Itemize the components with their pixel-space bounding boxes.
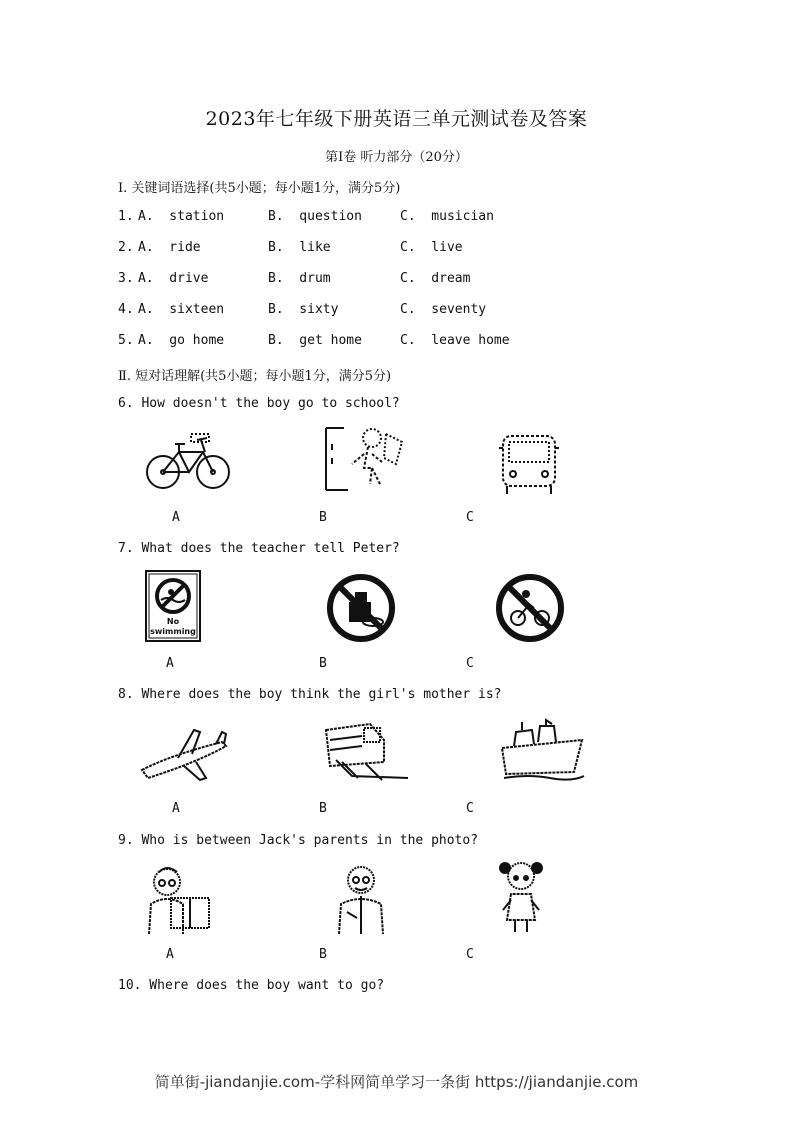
train-icon <box>322 720 412 784</box>
question-text: 9. Who is between Jack's parents in the photo? <box>118 833 479 848</box>
bicycle-icon <box>143 430 233 494</box>
girl-icon <box>497 858 545 934</box>
option-c: C. musician <box>400 209 494 224</box>
ship-icon <box>498 718 586 782</box>
bus-icon <box>497 432 561 496</box>
option-b: B. like <box>268 240 331 255</box>
option-a: A. ride <box>138 240 201 255</box>
section1-heading: Ⅰ. 关键词语选择(共5小题；每小题1分，满分5分) <box>118 181 401 196</box>
question-number: 3. <box>118 271 134 286</box>
walking-boy-icon <box>322 424 406 494</box>
option-label-c: C <box>466 656 474 671</box>
question-number: 5. <box>118 333 134 348</box>
option-label-b: B <box>319 947 327 962</box>
airplane-icon <box>138 726 230 784</box>
old-man-icon <box>333 862 389 936</box>
option-c: C. dream <box>400 271 471 286</box>
option-label-c: C <box>466 801 474 816</box>
option-label-b: B <box>319 510 327 525</box>
no-cycling-sign-icon <box>494 572 566 644</box>
question-number: 4. <box>118 302 134 317</box>
section-subtitle: 第Ⅰ卷 听力部分（20分） <box>325 150 468 165</box>
option-a: A. go home <box>138 333 225 348</box>
no-swimming-sign-icon <box>145 570 201 642</box>
option-b: B. question <box>268 209 362 224</box>
option-a: A. drive <box>138 271 209 286</box>
no-drums-sign-icon <box>325 572 397 644</box>
option-label-c: C <box>466 510 474 525</box>
svg-text:swimming: swimming <box>150 627 196 636</box>
question-text: 7. What does the teacher tell Peter? <box>118 541 400 556</box>
question-text: 10. Where does the boy want to go? <box>118 978 385 993</box>
question-number: 1. <box>118 209 134 224</box>
option-label-a: A <box>172 510 180 525</box>
option-label-c: C <box>466 947 474 962</box>
woman-reading-icon <box>141 864 215 936</box>
svg-text:No: No <box>166 617 180 626</box>
option-a: A. sixteen <box>138 302 225 317</box>
question-text: 6. How doesn't the boy go to school? <box>118 396 400 411</box>
option-label-b: B <box>319 801 327 816</box>
option-label-a: A <box>172 801 180 816</box>
page-footer: 简单街-jiandanjie.com-学科网简单学习一条街 https://jiandanjie.com <box>154 1073 639 1091</box>
section2-heading: Ⅱ. 短对话理解(共5小题；每小题1分，满分5分) <box>118 369 392 384</box>
option-c: C. leave home <box>400 333 510 348</box>
option-a: A. station <box>138 209 225 224</box>
question-text: 8. Where does the boy think the girl's mother is? <box>118 687 502 702</box>
option-label-a: A <box>166 947 174 962</box>
option-c: C. live <box>400 240 463 255</box>
page-title: 2023年七年级下册英语三单元测试卷及答案 <box>205 108 588 130</box>
option-b: B. drum <box>268 271 331 286</box>
question-number: 2. <box>118 240 134 255</box>
option-b: B. get home <box>268 333 362 348</box>
option-label-b: B <box>319 656 327 671</box>
option-c: C. seventy <box>400 302 487 317</box>
option-label-a: A <box>166 656 174 671</box>
option-b: B. sixty <box>268 302 339 317</box>
